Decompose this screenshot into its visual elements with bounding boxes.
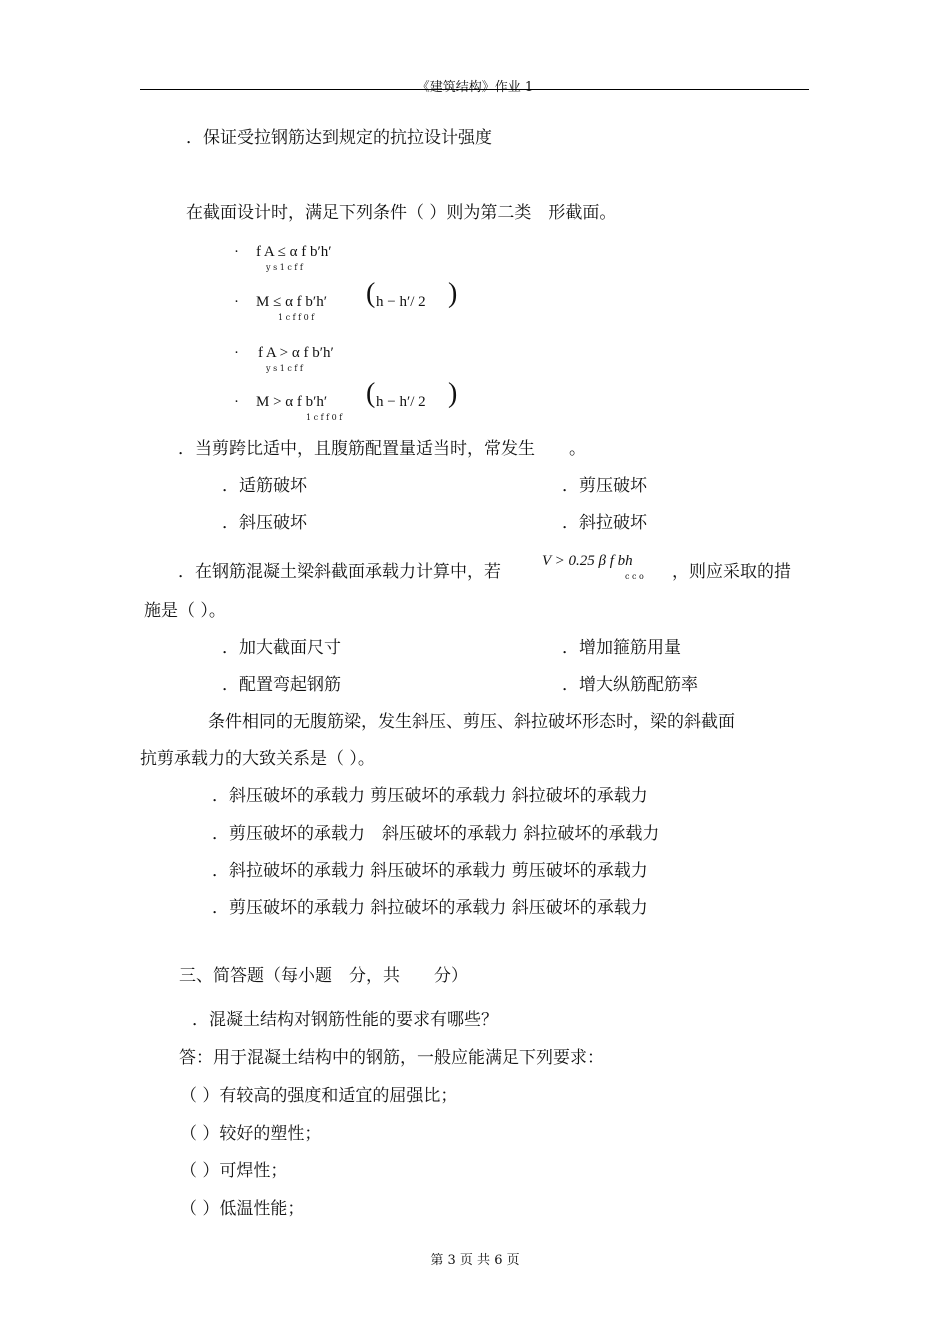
question-inclined-stem-b: ，则应采取的措 xyxy=(672,562,791,582)
formula-option-a-bullet: · xyxy=(234,244,239,260)
answer-item-4: （ ）低温性能； xyxy=(180,1199,305,1219)
formula-option-d-open-paren: ( xyxy=(366,378,376,409)
section-3-title: 三、简答题（每小题 分，共 分） xyxy=(179,966,468,986)
answer-item-3: （ ）可焊性； xyxy=(180,1161,288,1181)
section-3-question: ．混凝土结构对钢筋性能的要求有哪些？ xyxy=(192,1010,498,1030)
no-web-option-d: ．剪压破坏的承载力 斜拉破坏的承载力 斜压破坏的承载力 xyxy=(212,898,648,918)
question-inclined-stem-a: ．在钢筋混凝土梁斜截面承载力计算中，若 xyxy=(178,562,501,582)
formula-option-c-bullet: · xyxy=(234,345,239,361)
formula-option-d-close-paren: ) xyxy=(448,378,458,409)
formula-option-b-tail: h − h′/ 2 xyxy=(376,294,426,310)
formula-option-a-subscripts: y s 1 c f f xyxy=(266,263,303,272)
formula-option-b: M ≤ α f b′h′ xyxy=(256,294,327,310)
previous-question-option: ．保证受拉钢筋达到规定的抗拉设计强度 xyxy=(186,128,492,148)
question-tsection-stem: 在截面设计时，满足下列条件（ ）则为第二类 形截面。 xyxy=(186,203,617,223)
shear-option-c: ．斜压破坏 xyxy=(222,513,307,533)
formula-option-d-bullet: · xyxy=(234,394,239,410)
formula-option-b-open-paren: ( xyxy=(366,278,376,309)
inclined-option-c: ．配置弯起钢筋 xyxy=(222,675,341,695)
formula-option-c-subscripts: y s 1 c f f xyxy=(266,364,303,373)
shear-option-d: ．斜拉破坏 xyxy=(562,513,647,533)
question-no-web-stem-1: 条件相同的无腹筋梁，发生斜压、剪压、斜拉破坏形态时，梁的斜截面 xyxy=(208,712,735,732)
inclined-option-a: ．加大截面尺寸 xyxy=(222,638,341,658)
formula-option-d-tail: h − h′/ 2 xyxy=(376,394,426,410)
header-rule xyxy=(140,89,809,90)
question-shear-ratio-stem: ．当剪跨比适中，且腹筋配置量适当时，常发生 。 xyxy=(178,439,586,459)
no-web-option-c: ．斜拉破坏的承载力 斜压破坏的承载力 剪压破坏的承载力 xyxy=(212,861,648,881)
question-inclined-stem-c: 施是（ ）。 xyxy=(144,601,226,621)
page-footer: 第 3 页 共 6 页 xyxy=(430,1253,520,1268)
formula-option-c: f A > α f b′h′ xyxy=(258,345,334,361)
formula-option-b-bullet: · xyxy=(234,294,239,310)
inclined-option-d: ．增大纵筋配筋率 xyxy=(562,675,698,695)
no-web-option-b: ．剪压破坏的承载力 斜压破坏的承载力 斜拉破坏的承载力 xyxy=(212,824,660,844)
inclined-option-b: ．增加箍筋用量 xyxy=(562,638,681,658)
shear-option-a: ．适筋破坏 xyxy=(222,476,307,496)
inclined-formula: V > 0.25 β f bh xyxy=(542,553,633,569)
answer-item-2: （ ）较好的塑性； xyxy=(180,1124,322,1144)
formula-option-d: M > α f b′h′ xyxy=(256,394,328,410)
page-header: 《建筑结构》作业 1 xyxy=(416,80,534,95)
formula-option-d-subscripts: 1 c f f 0 f xyxy=(306,413,343,422)
formula-option-b-subscripts: 1 c f f 0 f xyxy=(278,313,315,322)
inclined-formula-subscripts: c c o xyxy=(625,572,644,581)
formula-option-a: f A ≤ α f b′h′ xyxy=(256,244,332,260)
answer-item-1: （ ）有较高的强度和适宜的屈强比； xyxy=(180,1086,458,1106)
section-3-answer-intro: 答：用于混凝土结构中的钢筋，一般应能满足下列要求： xyxy=(179,1048,604,1068)
formula-option-b-close-paren: ) xyxy=(448,278,458,309)
shear-option-b: ．剪压破坏 xyxy=(562,476,647,496)
no-web-option-a: ．斜压破坏的承载力 剪压破坏的承载力 斜拉破坏的承载力 xyxy=(212,786,648,806)
question-no-web-stem-2: 抗剪承载力的大致关系是（ ）。 xyxy=(140,749,375,769)
